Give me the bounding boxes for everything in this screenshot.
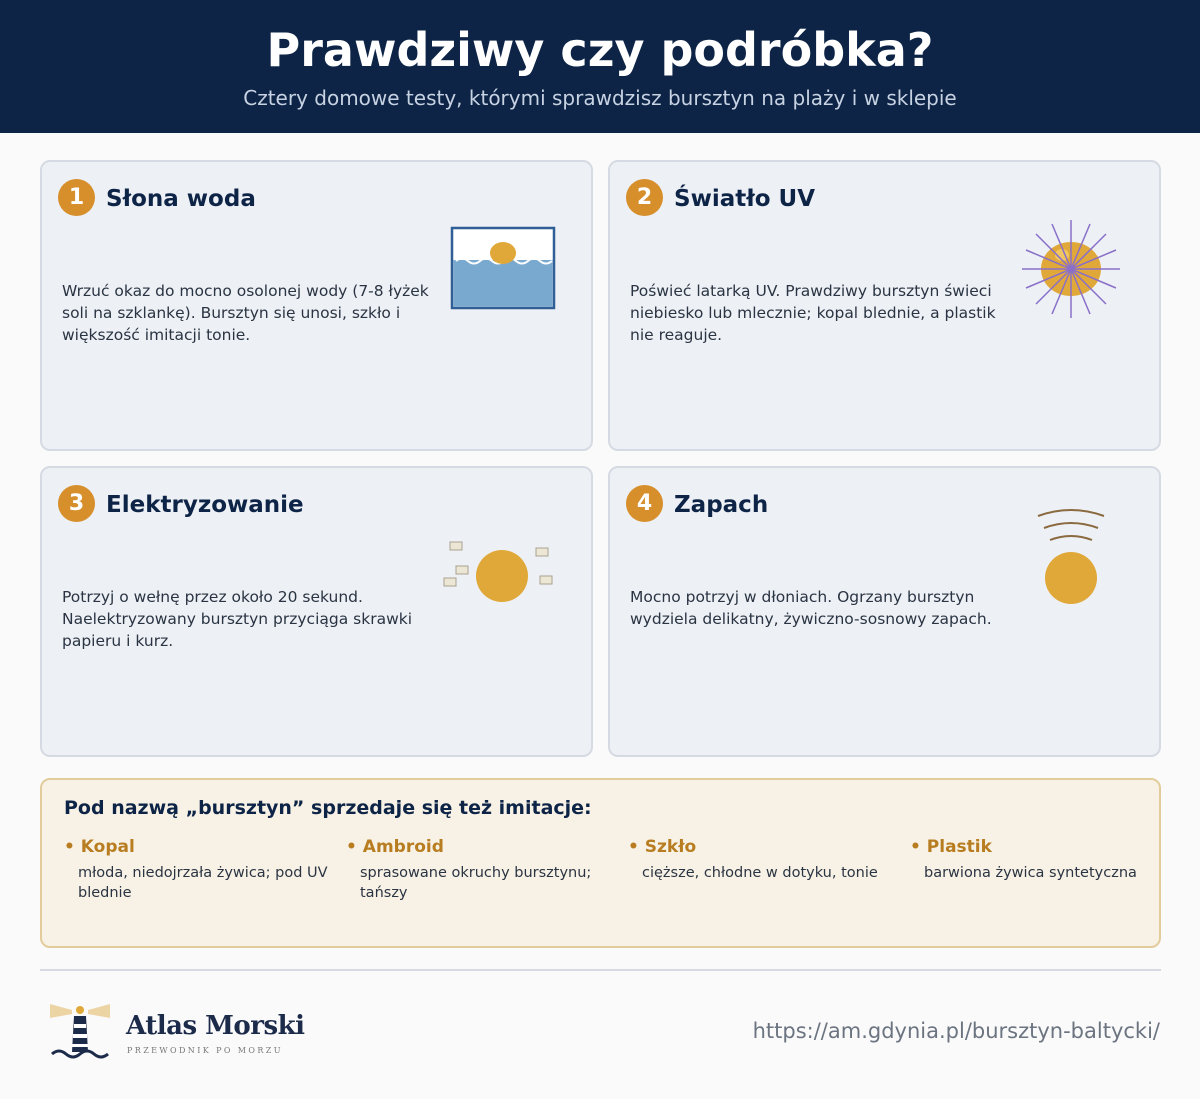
test-description: Potrzyj o wełnę przez około 20 sekund. Naelektryzowany bursztyn przyciąga skrawki papieru i kurz. <box>62 588 413 650</box>
test-description: Mocno potrzyj w dłoniach. Ogrzany bursztyn wydziela delikatny, żywiczno-sosnowy zapach. <box>630 588 992 628</box>
imitation-item-ambroid <box>346 836 626 903</box>
imitation-item-kopal <box>64 836 344 903</box>
test-description: Wrzuć okaz do mocno osolonej wody (7-8 łyżek soli na szklankę). Bursztyn się unosi, szkło i większość imitacji tonie. <box>62 282 429 344</box>
test-card-scent <box>608 466 1161 757</box>
test-title: Światło UV <box>674 186 816 212</box>
scent-waves-icon <box>1034 508 1108 606</box>
test-title: Słona woda <box>106 186 256 212</box>
imitation-name: • Ambroid <box>346 837 444 857</box>
header-banner <box>0 0 1200 133</box>
uv-glow-icon <box>1020 218 1122 320</box>
imitation-name: • Szkło <box>628 837 697 857</box>
salt-water-glass-icon <box>450 226 558 312</box>
footer-divider <box>40 969 1161 971</box>
brand-tagline: PRZEWODNIK PO MORZU <box>127 1046 283 1055</box>
page-subtitle: Cztery domowe testy, którymi sprawdzisz bursztyn na plaży i w sklepie <box>243 86 957 110</box>
test-card-salt-water <box>40 160 593 451</box>
source-url: https://am.gdynia.pl/bursztyn-baltycki/ <box>752 1019 1160 1043</box>
brand-name: Atlas Morski <box>126 1011 305 1041</box>
imitation-note: młoda, niedojrzała żywica; pod UV blednie <box>78 865 328 901</box>
imitation-item-plastik <box>910 836 1190 883</box>
imitations-heading: Pod nazwą „bursztyn” sprzedaje się też imitacje: <box>64 797 592 819</box>
imitation-item-szklo <box>628 836 908 883</box>
test-card-uv-light <box>608 160 1161 451</box>
step-number-badge: 1 <box>58 179 95 216</box>
imitation-note: sprasowane okruchy bursztynu; tańszy <box>360 865 592 901</box>
imitation-name: • Kopal <box>64 837 135 857</box>
step-number-badge: 4 <box>626 485 663 522</box>
test-card-static <box>40 466 593 757</box>
imitation-note: barwiona żywica syntetyczna <box>924 865 1137 881</box>
test-title: Elektryzowanie <box>106 492 304 518</box>
imitation-note: cięższe, chłodne w dotyku, tonie <box>642 865 878 881</box>
static-paper-icon <box>442 540 558 610</box>
page-title: Prawdziwy czy podróbka? <box>266 23 934 77</box>
test-description: Poświeć latarką UV. Prawdziwy bursztyn świeci niebiesko lub mlecznie; kopal blednie, a plastik nie reaguje. <box>630 282 996 344</box>
imitations-panel <box>40 778 1161 948</box>
test-title: Zapach <box>674 492 769 518</box>
step-number-badge: 2 <box>626 179 663 216</box>
imitation-name: • Plastik <box>910 837 992 857</box>
lighthouse-logo-icon <box>50 1000 120 1062</box>
step-number-badge: 3 <box>58 485 95 522</box>
